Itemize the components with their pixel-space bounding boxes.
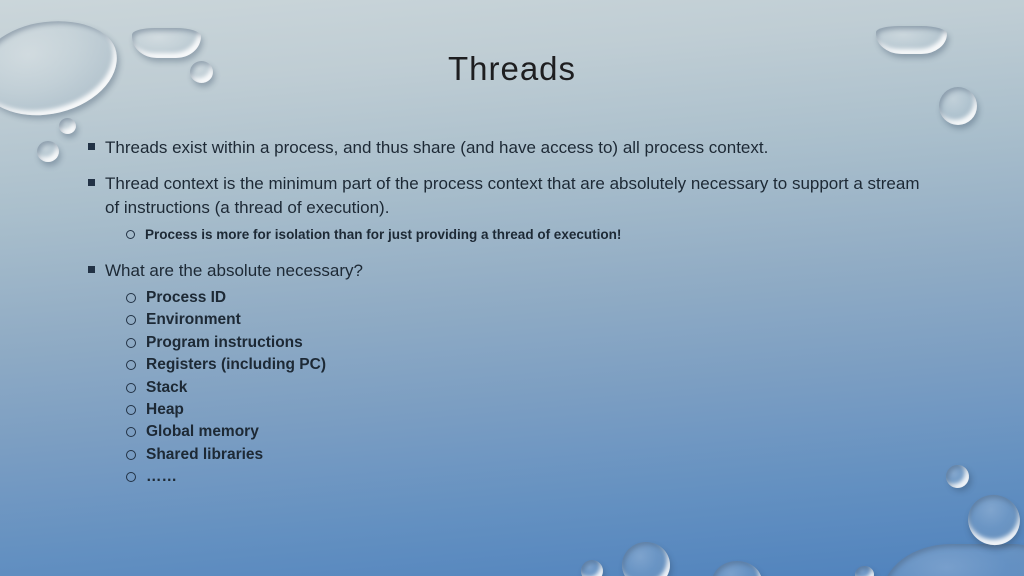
circle-bullet-icon <box>126 383 136 393</box>
bullet-text: What are the absolute necessary? <box>105 261 363 280</box>
bullet-item <box>88 136 936 160</box>
bullet-text: Threads exist within a process, and thus share (and have access to) all process context. <box>105 138 769 157</box>
sub-bullet-list <box>124 287 936 489</box>
water-droplet-icon <box>37 141 59 162</box>
list-item <box>124 377 936 399</box>
sub-bullet-text: Process is more for isolation than for just providing a thread of execution! <box>145 227 622 242</box>
list-item <box>124 444 936 466</box>
circle-bullet-icon <box>126 230 135 239</box>
water-droplet-icon <box>59 118 76 134</box>
circle-bullet-icon <box>126 338 136 348</box>
water-droplet-icon <box>712 561 762 576</box>
list-item-text: Global memory <box>146 423 259 441</box>
water-droplet-icon <box>622 542 670 576</box>
list-item <box>124 287 936 309</box>
water-droplet-icon <box>882 544 1024 576</box>
list-item <box>124 309 936 331</box>
list-item-text: Process ID <box>146 289 227 306</box>
list-item <box>124 354 936 376</box>
slide-title: Threads <box>447 50 577 87</box>
list-item-text: Registers (including PC) <box>146 356 326 374</box>
square-bullet-icon <box>88 266 95 273</box>
list-item-text: Program instructions <box>146 333 303 351</box>
list-item-text: Stack <box>146 378 188 396</box>
circle-bullet-icon <box>126 450 136 460</box>
water-droplet-icon <box>943 462 971 490</box>
water-droplet-icon <box>962 488 1024 552</box>
list-item <box>124 421 936 443</box>
circle-bullet-icon <box>126 427 136 437</box>
water-droplet-icon <box>939 87 977 125</box>
bullet-text: Thread context is the minimum part of the process context that are absolutely necessary to support a stream of instructions (a thread of execution). <box>105 174 920 217</box>
circle-bullet-icon <box>126 360 136 370</box>
list-item-text: …… <box>146 468 177 486</box>
list-item <box>124 399 936 421</box>
water-droplet-icon <box>855 566 874 576</box>
circle-bullet-icon <box>126 472 136 482</box>
bullet-item <box>88 259 936 283</box>
circle-bullet-icon <box>126 293 136 303</box>
square-bullet-icon <box>88 179 95 186</box>
list-item <box>124 466 936 488</box>
list-item-text: Environment <box>146 311 241 329</box>
circle-bullet-icon <box>126 315 136 325</box>
sub-bullet-item <box>124 226 936 244</box>
circle-bullet-icon <box>126 405 136 415</box>
bullet-item <box>88 172 936 220</box>
square-bullet-icon <box>88 143 95 150</box>
list-item <box>124 332 936 354</box>
slide-body <box>88 136 936 489</box>
water-droplet-icon <box>581 560 603 576</box>
list-item-text: Heap <box>146 401 184 419</box>
list-item-text: Shared libraries <box>146 445 264 463</box>
